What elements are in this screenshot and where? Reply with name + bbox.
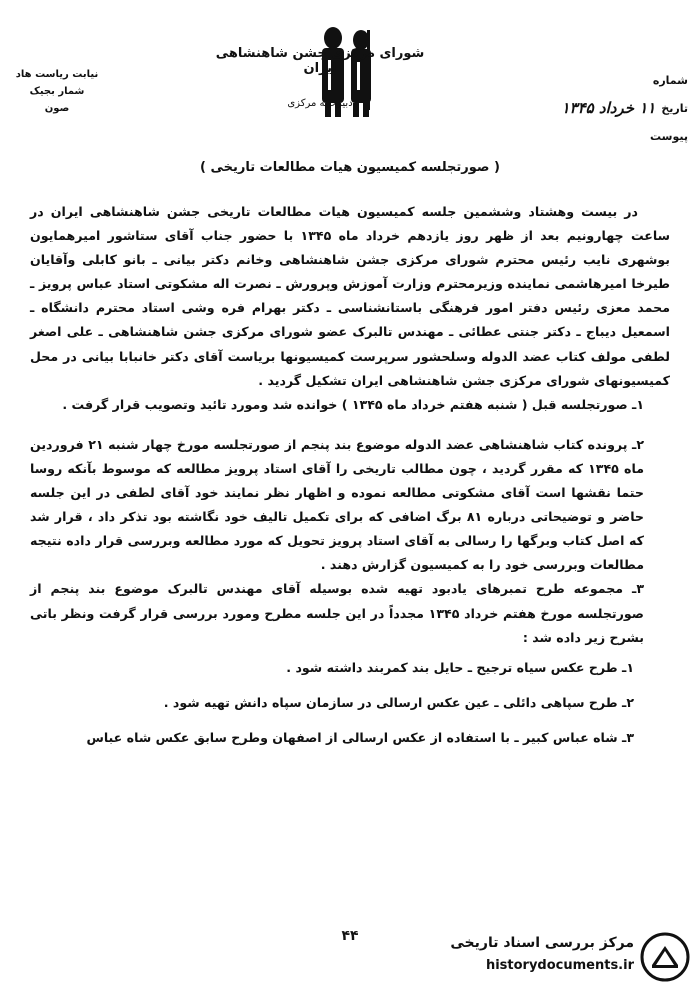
item-1: ۱ـ صورتجلسه قبل ( شنبه هفتم خرداد ماه ۱۳۴۵ ) خوانده شد ومورد تائید وتصویب قرار گرفت . (62, 396, 644, 412)
item-2: ۲ـ پرونده کتاب شاهنشاهی عضد الدوله موضوع بند پنجم از صورتجلسه مورخ چهار شنبه ۲۱ فروردین ماه ۱۳۴۵ که مقرر گردید ، چون مطالب تاریخی را آقای استاد پرویز مطالعه که موسوط بآنکه روسا حتما نقشها است آقای مشکوتی مطالعه نموده و اظهار نظر نمایند خود آقای لطفی در این جلسه حاضر و توضیحاتی درباره ۸۱ برگ اضافی که برای تکمیل تالیف خود نگاشته بود تذکر داد ، قرار شد که اصل کتاب وبرگها را رسالی به آقای استاد پرویز تحویل که مورد مطالعه وبررسی قرار داده نتیجه مطالعات وبررسی خود را به کمیسیون گزارش دهند . (30, 436, 644, 573)
attachment-label: پیوست (650, 129, 688, 143)
organization-subtitle: دبیرخانه مرکزی (287, 98, 353, 109)
document-body (30, 200, 670, 755)
attachment-row (518, 122, 688, 150)
number-label: شماره (652, 73, 688, 87)
header-meta (518, 66, 688, 150)
date-label: تاریخ (661, 101, 688, 115)
date-row (518, 94, 688, 122)
organization-title: شورای مرکزی جشن شاهنشاهی ایران (215, 46, 425, 76)
list-item-3: ۳ـ شاه عباس کبیر ـ با استفاده از عکس ارسالی از اصفهان وطرح سابق عکس شاه عباس (86, 729, 634, 745)
paragraph-intro: در بیست وهشتاد وششمین جلسه کمیسیون هیات مطالعات تاریخی جشن شاهنشاهی ایران در ساعت چهارونیم بعد از ظهر روز یازدهم خرداد ماه ۱۳۴۵ با حضور جناب آقای ستاشور امیرهمایون بوشهری نایب رئیس محترم شورای مرکزی جشن شاهنشاهی وخانم دکتر بیانی ـ بانو کابلی وآقایان طیرخا امیرهاشمی نماینده وزیرمحترم وزارت آموزش وپرورش ـ نصرت اله مشکوتی استاد عباس پرویز ـ محمد معزی رئیس دفتر امور فرهنگی باستانشناسی ـ دکتر بهرام فره وشی استاد محترم دانشگاه ـ اسمعیل دیباج ـ دکتر جنتی عطائی ـ مهندس تالبرک عضو شورای مرکزی جشن شاهنشاهی ـ علی اصغر لطفی مولف کتاب عضد الدوله وسلحشور سرپرست کمیسیونها بریاست آقای دکتر خانبابا بیانی در محل کمیسیونهای شورای مرکزی جشن شاهنشاهی ایران تشکیل گردید . (30, 204, 670, 388)
list-item-2: ۲ـ طرح سپاهی دائلی ـ عین عکس ارسالی در سازمان سپاه دانش تهیه شود . (163, 694, 634, 710)
list-item-1: ۱ـ طرح عکس سیاه ترجیح ـ حایل بند کمربند داشته شود . (286, 659, 634, 675)
document-title: ( صورتجلسه کمیسیون هیات مطالعات تاریخی ) (200, 160, 500, 175)
header-left-line-2: شمار بجیک (29, 86, 85, 97)
watermark-text: مرکز بررسی اسناد تاریخی (450, 935, 634, 951)
watermark (430, 932, 690, 980)
header-left-block (12, 66, 102, 117)
header-left-line-3: صون (44, 103, 70, 114)
date-value: ۱۱ خرداد ۱۳۴۵ (561, 99, 656, 117)
page-number: ۴۴ (341, 928, 359, 944)
header-left-line-1: نیابت ریاست هاد (15, 69, 99, 80)
number-row (518, 66, 688, 94)
watermark-url: historydocuments.ir (485, 958, 634, 973)
book-icon (640, 932, 690, 982)
item-3: ۳ـ مجموعه طرح تمبرهای یادبود تهیه شده بوسیله آقای مهندس تالبرک موضوع بند پنجم از صورتجلسه مورخ هفتم خرداد ۱۳۴۵ مجدداً در این جلسه مطرح ومورد بررسی قرار گرفت ونظر باتی بشرح زیر داده شد : (30, 581, 644, 645)
